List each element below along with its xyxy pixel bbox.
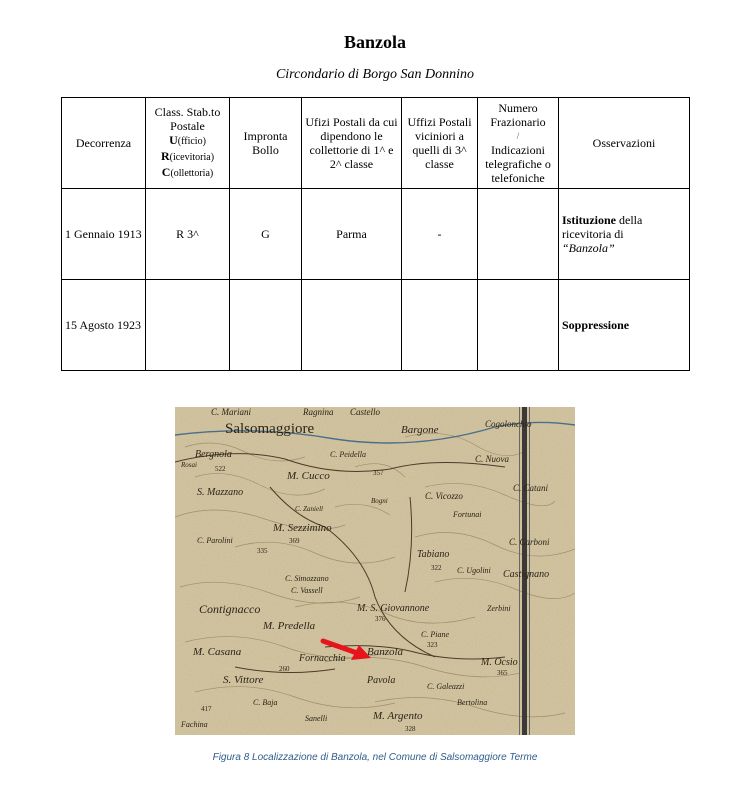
header-osservazioni: Osservazioni — [559, 98, 690, 189]
label-n-522: 522 — [215, 465, 226, 473]
header-numero-frazionario — [478, 98, 559, 189]
label-banzola: Banzola — [367, 646, 404, 658]
label-argento: M. Argento — [373, 710, 423, 722]
label-n-328: 328 — [405, 725, 416, 733]
cell-classificazione — [146, 280, 230, 371]
table-row — [62, 189, 690, 280]
cell-numero — [478, 280, 559, 371]
label-contignacco: Contignacco — [199, 602, 261, 616]
label-n-376: 376 — [375, 615, 386, 623]
label-sanelli: Sanelli — [305, 714, 328, 723]
label-pavola: Pavola — [367, 675, 396, 686]
label-cucco: M. Cucco — [287, 470, 330, 482]
label-rosai: Rosai — [181, 461, 197, 469]
label-s-vittore: S. Vittore — [223, 674, 264, 686]
label-n-417: 417 — [201, 705, 212, 713]
label-fornacchia: Fornacchia — [299, 653, 346, 664]
label-mariani: C. Mariani — [211, 407, 252, 417]
obs-bold: Istituzione — [562, 213, 616, 227]
label-castello: Castello — [350, 407, 381, 417]
label-baja: C. Baja — [253, 698, 278, 707]
header-class-ricevitoria — [149, 149, 226, 165]
label-vassell: C. Vassell — [291, 586, 323, 595]
label-n-365: 365 — [497, 669, 508, 677]
obs-italic: “Banzola” — [562, 241, 615, 255]
label-zerbini: Zerbini — [487, 604, 511, 613]
label-bergnola: Bergnola — [195, 449, 232, 460]
label-zaniell: C. Zaniell — [295, 505, 324, 513]
label-n-357: 357 — [373, 469, 384, 477]
header-class-u-letter: U — [169, 133, 178, 147]
obs-text: della ricevitoria di — [562, 213, 643, 241]
table-header-row — [62, 98, 690, 189]
page-title: Banzola — [343, 32, 406, 52]
label-n-323: 323 — [427, 641, 438, 649]
label-fachina: Fachina — [181, 720, 208, 729]
header-class-line2: Postale — [170, 119, 205, 133]
label-mazzano: S. Mazzano — [197, 487, 244, 498]
label-ugolini: C. Ugolini — [457, 566, 491, 575]
label-s-giovannone: M. S. Giovannone — [357, 603, 430, 614]
label-n-322: 322 — [431, 564, 442, 572]
cell-classificazione: R 3^ — [146, 189, 230, 280]
label-bogni: Bogni — [371, 497, 388, 505]
header-impronta: Impronta Bollo — [230, 98, 302, 189]
label-carboni: C. Carboni — [509, 537, 550, 547]
header-class-u-rest: (fficio) — [177, 136, 206, 147]
cell-ufizio: Parma — [302, 189, 402, 280]
label-bargone: Bargone — [401, 424, 439, 436]
table-row — [62, 280, 690, 371]
label-castignano: Castignano — [503, 569, 550, 580]
label-bertolina: Bertolina — [457, 698, 488, 707]
header-indicazioni: Indicazioni telegrafiche o telefoniche — [485, 143, 551, 185]
label-galeazzi: C. Galeazzi — [427, 682, 465, 691]
figure-caption: Figura 8 Localizzazione di Banzola, nel Comune di Salsomaggiore Terme — [212, 752, 538, 763]
header-class-c-letter: C — [161, 165, 171, 179]
registry-table — [61, 97, 690, 371]
header-decorrenza: Decorrenza — [62, 98, 146, 189]
header-class-line1: Class. Stab.to — [154, 105, 221, 119]
header-ufizi-viciniori: Uffizi Postali viciniori a quelli di 3^ classe — [402, 98, 478, 189]
cell-ufizio — [302, 280, 402, 371]
page-subtitle: Circondario di Borgo San Donnino — [275, 67, 475, 82]
header-class-c-rest: (ollettoria) — [170, 168, 214, 179]
cell-viciniori: - — [402, 189, 478, 280]
label-casana: M. Casana — [193, 646, 242, 658]
header-class-r-rest: (icevitoria) — [169, 152, 215, 163]
header-class-collettoria — [149, 165, 226, 181]
cell-osservazioni — [559, 280, 690, 371]
map-svg — [175, 407, 575, 735]
label-ragnina: Ragnina — [303, 407, 334, 417]
label-sezzimino: M. Sezzimino — [273, 522, 332, 534]
label-n-369: 369 — [289, 537, 300, 545]
label-predella: M. Predella — [263, 620, 316, 632]
cell-impronta — [230, 280, 302, 371]
header-slash: / — [516, 131, 520, 141]
label-simozzano: C. Simozzano — [285, 574, 329, 583]
header-class-ufficio — [149, 133, 226, 149]
label-tabiano: Tabiano — [417, 549, 450, 560]
label-cogolonchio: Cogolonchio — [485, 419, 532, 429]
label-fortuna: Fortunai — [453, 510, 482, 519]
label-n-260: 260 — [279, 665, 290, 673]
header-ufizi-dipendono: Ufizi Postali da cui dipendono le collettorie di 1^ e 2^ classe — [302, 98, 402, 189]
header-classificazione — [146, 98, 230, 189]
header-numero-label: Numero Frazionario — [490, 101, 546, 129]
label-vicozzo: C. Vicozzo — [425, 491, 463, 501]
obs-bold: Soppressione — [562, 318, 630, 332]
cell-viciniori — [402, 280, 478, 371]
header-class-r-letter: R — [160, 149, 170, 163]
cell-decorrenza: 15 Agosto 1923 — [62, 280, 146, 371]
label-piane: C. Piane — [421, 630, 449, 639]
cell-osservazioni — [559, 189, 690, 280]
label-nuova: C. Nuova — [475, 454, 510, 464]
historic-map — [175, 407, 575, 735]
label-salsomaggiore: Salsomaggiore — [225, 421, 315, 437]
cell-decorrenza: 1 Gennaio 1913 — [62, 189, 146, 280]
label-parolini: C. Parolini — [197, 536, 233, 545]
label-peidella: C. Peidella — [330, 450, 366, 459]
label-ocsio: M. Ocsio — [481, 657, 518, 668]
cell-numero — [478, 189, 559, 280]
label-n-335: 335 — [257, 547, 268, 555]
label-catani: C. Catani — [513, 483, 549, 493]
cell-impronta: G — [230, 189, 302, 280]
